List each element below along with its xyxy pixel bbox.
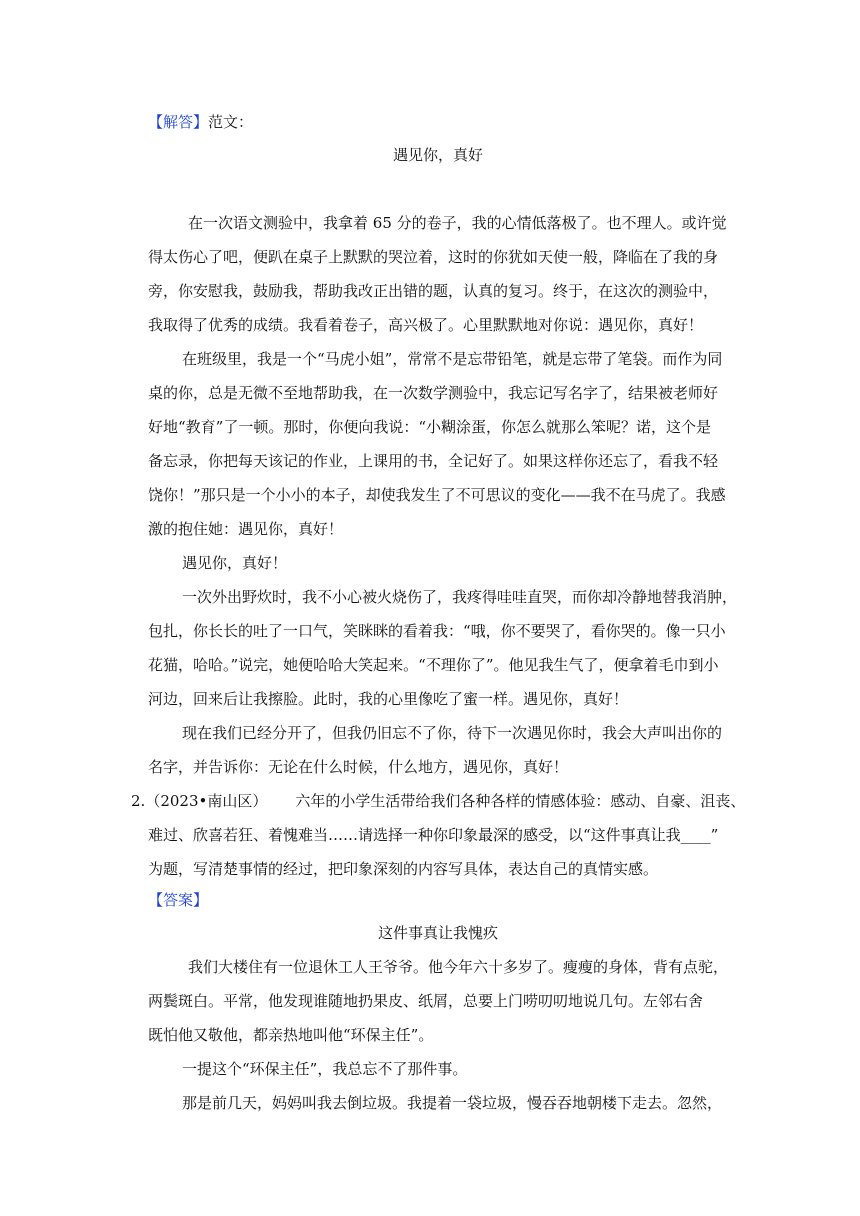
solution-text: 范文： — [208, 113, 254, 131]
question-line: 难过、欣喜若狂、着愧难当……请选择一种你印象最深的感受，以“这件事真让我____” — [148, 826, 719, 844]
answer-label: 【答案】 — [148, 891, 209, 909]
paragraph-line: 遇见你，真好！ — [182, 554, 288, 572]
paragraph-line: 既怕他又敬他，都亲热地叫他“环保主任”。 — [148, 1026, 434, 1044]
paragraph-line: 包扎，你长长的吐了一口气，笑眯眯的看着我：“哦，你不要哭了，看你哭的。像一只小 — [148, 622, 726, 640]
question-source: （2023•南山区） — [145, 792, 268, 810]
paragraph-line: 河边，回来后让我擦脸。此时，我的心里像吃了蜜一样。遇见你，真好！ — [148, 690, 629, 708]
paragraph-line: 一提这个“环保主任”，我总忘不了那件事。 — [182, 1060, 468, 1078]
question-2-line — [131, 791, 746, 811]
paragraph-line: 备忘录，你把每天该记的作业，上课用的书，全记好了。如果这样你还忘了，看我不轻 — [148, 452, 719, 470]
paragraph-line: 桌的你，总是无微不至地帮助我，在一次数学测验中，我忘记写名字了，结果被老师好 — [148, 384, 719, 402]
question-number: 2. — [131, 792, 146, 810]
question-line: 为题，写清楚事情的经过，把印象深刻的内容写具体，表达自己的真情实感。 — [148, 860, 659, 878]
paragraph-line: 那是前几天，妈妈叫我去倒垃圾。我提着一袋垃圾，慢吞吞地朝楼下走去。忽然， — [182, 1094, 723, 1112]
paragraph-line: 花猫，哈哈。”说完，她便哈哈大笑起来。“不理你了”。他见我生气了，便拿着毛巾到小 — [148, 656, 719, 674]
paragraph-line: 两鬓斑白。平常，他发现谁随地扔果皮、纸屑，总要上门唠叨叨地说几句。左邻右舍 — [148, 992, 704, 1010]
paragraph-line: 名字，并告诉你：无论在什么时候，什么地方，遇见你，真好！ — [148, 758, 569, 776]
paragraph-line: 在班级里，我是一个“马虎小姐”，常常不是忘带铅笔，就是忘带了笔袋。而作为同 — [182, 350, 723, 368]
solution-label: 【解答】 — [148, 113, 209, 131]
paragraph-line: 饶你！”那只是一个小小的本子，却使我发生了不可思议的变化——我不在马虎了。我感 — [148, 486, 726, 504]
paragraph-line: 好地“教育”了一顿。那时，你便向我说：“小糊涂蛋，你怎么就那么笨呢？诺，这个是 — [148, 418, 712, 436]
essay2-title: 这件事真让我愧疚 — [377, 924, 498, 942]
solution-heading — [148, 112, 728, 132]
essay1-title: 遇见你，真好 — [392, 146, 483, 164]
paragraph-line: 我们大楼住有一位退休工人王爷爷。他今年六十多岁了。瘦瘦的身体，背有点驼， — [188, 958, 729, 976]
question-text: 六年的小学生活带给我们各种各样的情感体验：感动、自豪、沮丧、 — [295, 792, 746, 810]
paragraph-line: 旁，你安慰我，鼓励我，帮助我改正出错的题，认真的复习。终于，在这次的测验中， — [148, 282, 719, 300]
paragraph-line: 激的抱住她：遇见你，真好！ — [148, 520, 344, 538]
paragraph-line: 我取得了优秀的成绩。我看着卷子，高兴极了。心里默默地对你说：遇见你，真好！ — [148, 316, 704, 334]
paragraph-line: 一次外出野炊时，我不小心被火烧伤了，我疼得哇哇直哭，而你却冷静地替我消肿， — [182, 588, 738, 606]
paragraph-line: 现在我们已经分开了，但我仍旧忘不了你，待下一次遇见你时，我会大声叫出你的 — [182, 724, 723, 742]
paragraph-line: 在一次语文测验中，我拿着 65 分的卷子，我的心情低落极了。也不理人。或许觉 — [188, 214, 727, 232]
paragraph-line: 得太伤心了吧，便趴在桌子上默默的哭泣着，这时的你犹如天使一般，降临在了我的身 — [148, 248, 719, 266]
